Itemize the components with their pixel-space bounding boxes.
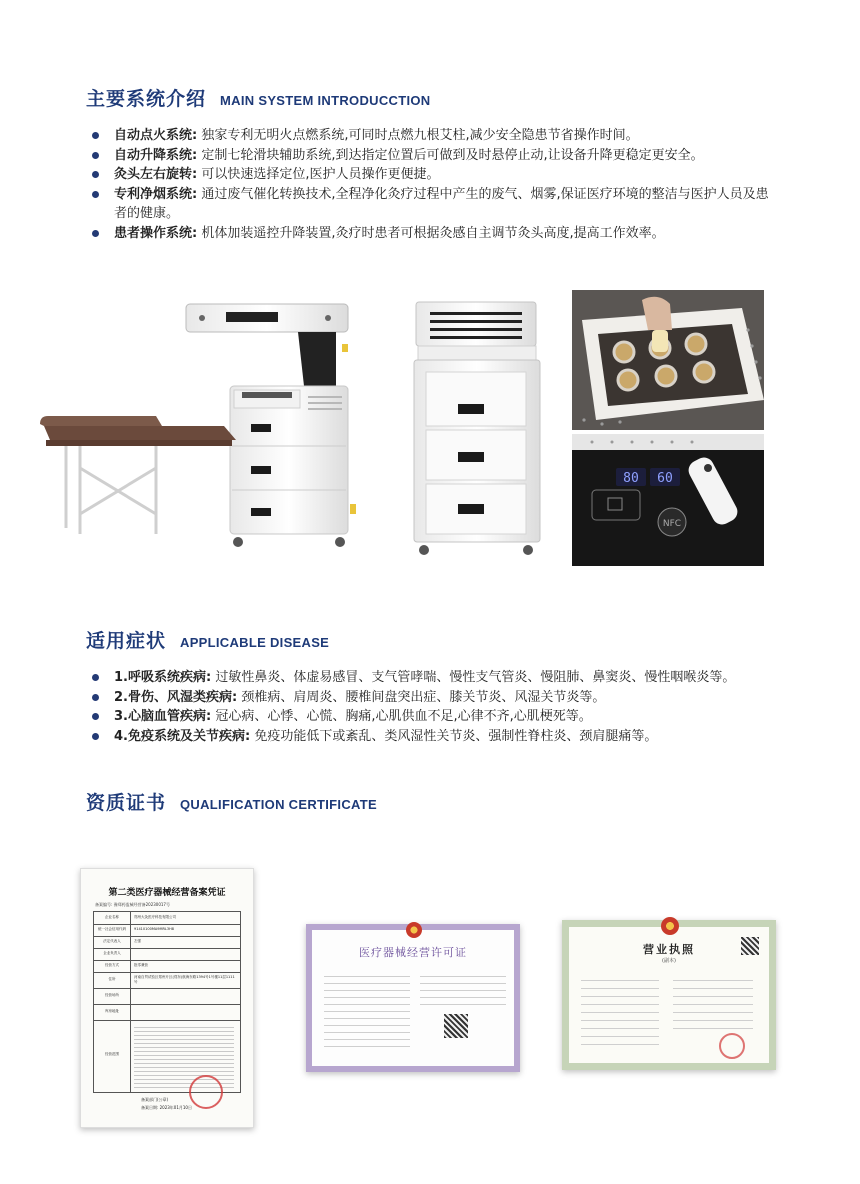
certificate-title: 第二类医疗器械经营备案凭证 bbox=[108, 888, 226, 898]
section-title-en: MAIN SYSTEM INTRODUCCTION bbox=[220, 93, 431, 108]
section-qualification-header bbox=[86, 788, 377, 815]
row-label: 经营方式 bbox=[105, 963, 119, 967]
section-title-cn: 主要系统介绍 bbox=[86, 88, 207, 110]
cabinet-illustration bbox=[408, 298, 544, 564]
red-seal-icon bbox=[719, 1033, 745, 1059]
certificate-business-license bbox=[562, 920, 776, 1070]
section-title-en: APPLICABLE DISEASE bbox=[180, 635, 330, 650]
moxibustion-bed-illustration bbox=[36, 298, 376, 554]
qr-code-icon bbox=[444, 1014, 468, 1038]
certificate-operating-license bbox=[306, 924, 520, 1072]
section-title-en: QUALIFICATION CERTIFICATE bbox=[180, 797, 377, 812]
applicable-disease-list bbox=[90, 668, 790, 746]
section-applicable-disease-header bbox=[86, 626, 329, 653]
item-text: 机体加装遥控升降装置,灸疗时患者可根据灸感自主调节灸头高度,提高工作效率。 bbox=[197, 225, 665, 241]
list-item bbox=[90, 727, 790, 747]
certificate-filing-record bbox=[80, 868, 254, 1128]
certificate-subtitle: (副本) bbox=[662, 958, 676, 964]
product-photo-bed bbox=[36, 298, 376, 554]
item-text: 过敏性鼻炎、体虚易感冒、支气管哮喘、慢性支气管炎、慢阻肺、鼻窦炎、慢性咽喉炎等。 bbox=[211, 670, 736, 685]
address: 河南自贸试验区郑州片区(郑东)航海东路1394号1号楼11层1111号 bbox=[134, 975, 235, 984]
item-text: 可以快速选择定位,医护人员操作更便捷。 bbox=[197, 167, 440, 182]
certificate-number: 备案编号: 豫郑药监械经营备20230017号 bbox=[95, 902, 170, 907]
item-key: 自动升降系统: bbox=[114, 147, 198, 163]
section-title-cn: 资质证书 bbox=[86, 792, 167, 814]
business-mode: 批零兼营 bbox=[134, 963, 148, 967]
item-text: 免疫功能低下或紊乱、类风湿性关节炎、强制性脊柱炎、颈肩腿痛等。 bbox=[250, 728, 658, 744]
red-seal-icon bbox=[189, 1075, 223, 1109]
list-item bbox=[90, 126, 770, 146]
row-label: 住所 bbox=[108, 977, 116, 981]
filing-department: 备案部门(公章) bbox=[141, 1097, 169, 1102]
certificate-title: 医疗器械经营许可证 bbox=[359, 946, 467, 959]
certificate-table bbox=[93, 911, 241, 1093]
section-title-cn: 适用症状 bbox=[86, 630, 167, 652]
item-key: 患者操作系统: bbox=[114, 225, 198, 241]
item-key: 灸头左右旋转: bbox=[114, 167, 198, 182]
list-item bbox=[90, 185, 770, 224]
section-main-system-header bbox=[86, 84, 430, 111]
row-label: 统一社会信用代码 bbox=[98, 927, 126, 931]
row-label: 经营场所 bbox=[105, 993, 119, 997]
qr-code-icon bbox=[741, 937, 759, 955]
credit-code: 91410100MA9MRL3H8 bbox=[134, 927, 174, 931]
detail-photo-moxa-holders bbox=[572, 290, 764, 430]
temperature-readout-2: 60 bbox=[657, 471, 673, 486]
item-text: 冠心病、心悸、心慌、胸痛,心肌供血不足,心律不齐,心肌梗死等。 bbox=[211, 709, 592, 724]
row-label: 库房地址 bbox=[105, 1009, 119, 1013]
list-item bbox=[90, 146, 770, 166]
item-key: 1.呼吸系统疾病: bbox=[114, 670, 212, 685]
main-system-list bbox=[90, 126, 770, 243]
item-text: 独家专利无明火点燃系统,可同时点燃九根艾柱,减少安全隐患节省操作时间。 bbox=[197, 128, 639, 143]
row-label: 法定代表人 bbox=[103, 939, 121, 943]
row-label: 经营范围 bbox=[105, 1052, 119, 1056]
temperature-readout-1: 80 bbox=[623, 471, 639, 486]
item-text: 颈椎病、肩周炎、腰椎间盘突出症、膝关节炎、风湿关节炎等。 bbox=[237, 689, 606, 705]
item-key: 专利净烟系统: bbox=[114, 186, 198, 202]
item-key: 2.骨伤、风湿类疾病: bbox=[114, 689, 238, 705]
item-key: 自动点火系统: bbox=[114, 128, 198, 143]
list-item bbox=[90, 224, 770, 244]
list-item bbox=[90, 707, 790, 727]
legal-representative: 左强 bbox=[134, 939, 141, 943]
list-item bbox=[90, 165, 770, 185]
item-key: 4.免疫系统及关节疾病: bbox=[114, 728, 251, 744]
row-label: 企业负责人 bbox=[103, 951, 121, 955]
company-name: 郑州大灸医疗科技有限公司 bbox=[134, 915, 176, 919]
svg-text:NFC: NFC bbox=[662, 519, 682, 529]
control-panel-illustration bbox=[572, 434, 764, 566]
row-label: 企业名称 bbox=[105, 915, 119, 919]
item-text: 定制七轮滑块辅助系统,到达指定位置后可做到及时悬停止动,让设备升降更稳定更安全。 bbox=[197, 147, 704, 163]
filing-date: 备案日期: 2023年01月10日 bbox=[141, 1105, 192, 1110]
national-emblem-icon bbox=[661, 917, 679, 935]
moxa-holder-illustration bbox=[572, 290, 764, 430]
list-item bbox=[90, 668, 790, 688]
national-emblem-icon bbox=[406, 922, 422, 938]
list-item bbox=[90, 688, 790, 708]
item-key: 3.心脑血管疾病: bbox=[114, 709, 212, 724]
product-photo-cabinet bbox=[408, 298, 544, 564]
detail-photo-control-panel bbox=[572, 434, 764, 566]
certificate-title: 营业执照 bbox=[643, 943, 695, 956]
item-text: 通过废气催化转换技术,全程净化灸疗过程中产生的废气、烟雾,保证医疗环境的整洁与医护人员及患者的健康。 bbox=[114, 186, 769, 221]
